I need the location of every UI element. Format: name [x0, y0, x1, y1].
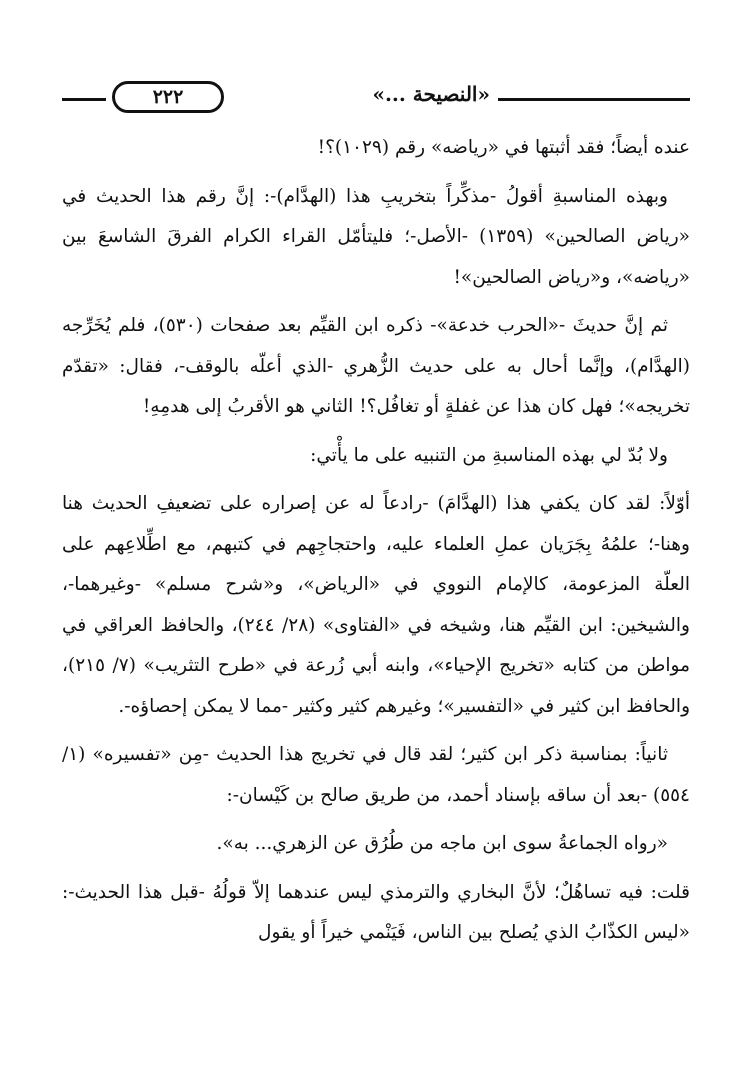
paragraph-2: وبهذه المناسبةِ أقولُ -مذكِّراً بتخريبِ هذا (الهدَّام)-: إنَّ رقم هذا الحديث في «رياض الصالحين» (١٣٥٩) -الأصل-؛ فليتأمّل القراء الكرام الفرقَ الشاسعَ بين «رياضه»، و«رياض الصالحين»!: [62, 185, 690, 288]
running-header: [62, 76, 690, 120]
header-rule-left: [62, 98, 106, 101]
paragraph-6: ثانياً: بمناسبة ذكر ابن كثير؛ لقد قال في تخريج هذا الحديث -مِن «تفسيره» (١/ ٥٥٤) -بعد أن ساقه بإسناد أحمد، من طريق صالح بن كَيْسان-:: [62, 744, 690, 806]
page-number: ٢٢٢: [112, 81, 224, 113]
paragraph-4: ولا بُدّ لي بهذه المناسبةِ من التنبيه على ما يأْتي:: [310, 444, 668, 466]
header-rule-right: [498, 98, 690, 101]
running-title: «النصيحة ...»: [372, 82, 490, 106]
quotation: «رواه الجماعةُ سوى ابن ماجه من طُرُق عن الزهري... به».: [216, 833, 668, 854]
paragraph-3: ثم إنَّ حديثَ -«الحرب خدعة»- ذكره ابن القيِّم بعد صفحات (٥٣٠)، فلم يُخَرِّجه (الهدَّام)، وإنَّما أحال به على حديث الزُّهري -الذي أعلّه بالوقف-، فقال: «تقدّم تخريجه»؛ فهل كان هذا عن غفلةٍ أو تغافُل؟! الثاني هو الأقربُ إلى هدمِهِ!: [62, 315, 690, 417]
paragraph-1: عنده أيضاً؛ فقد أثبتها في «رياضه» رقم (١٠٢٩)؟!: [317, 137, 690, 158]
paragraph-5: أوّلاً: لقد كان يكفي هذا (الهدَّامَ) -رادعاً له عن إصراره على تضعيفِ الحديث هنا وهنا-؛ علمُهُ بِجَرَيان عملِ العلماء عليه، واحتجاجِهم في كتبهم، مع اطِّلاعِهم على العلّة المزعومة، كالإمام النووي في «الرياض»، و«شرح مسلم» -وغيرهما-، والشيخين: ابن القيِّم هنا، وشيخه في «الفتاوى» (٢٨/ ٢٤٤)، والحافظ العراقي في مواطن من كتابه «تخريج الإحياء»، وابنه أبي زُرعة في «طرح التثريب» (٧/ ٢١٥)، والحافظ ابن كثير في «التفسير»؛ وغيرهم كثير وكثير -مما لا يمكن إحصاؤه-.: [62, 493, 690, 717]
paragraph-7: قلت: فيه تساهُلٌ؛ لأنَّ البخاري والترمذي ليس عندهما إلاّ قولُهُ -قبل هذا الحديث-: «ليس الكذّابُ الذي يُصلح بين الناس، فَيَنْمي خيراً أو يقول: [62, 881, 690, 943]
body-text: [62, 128, 690, 962]
